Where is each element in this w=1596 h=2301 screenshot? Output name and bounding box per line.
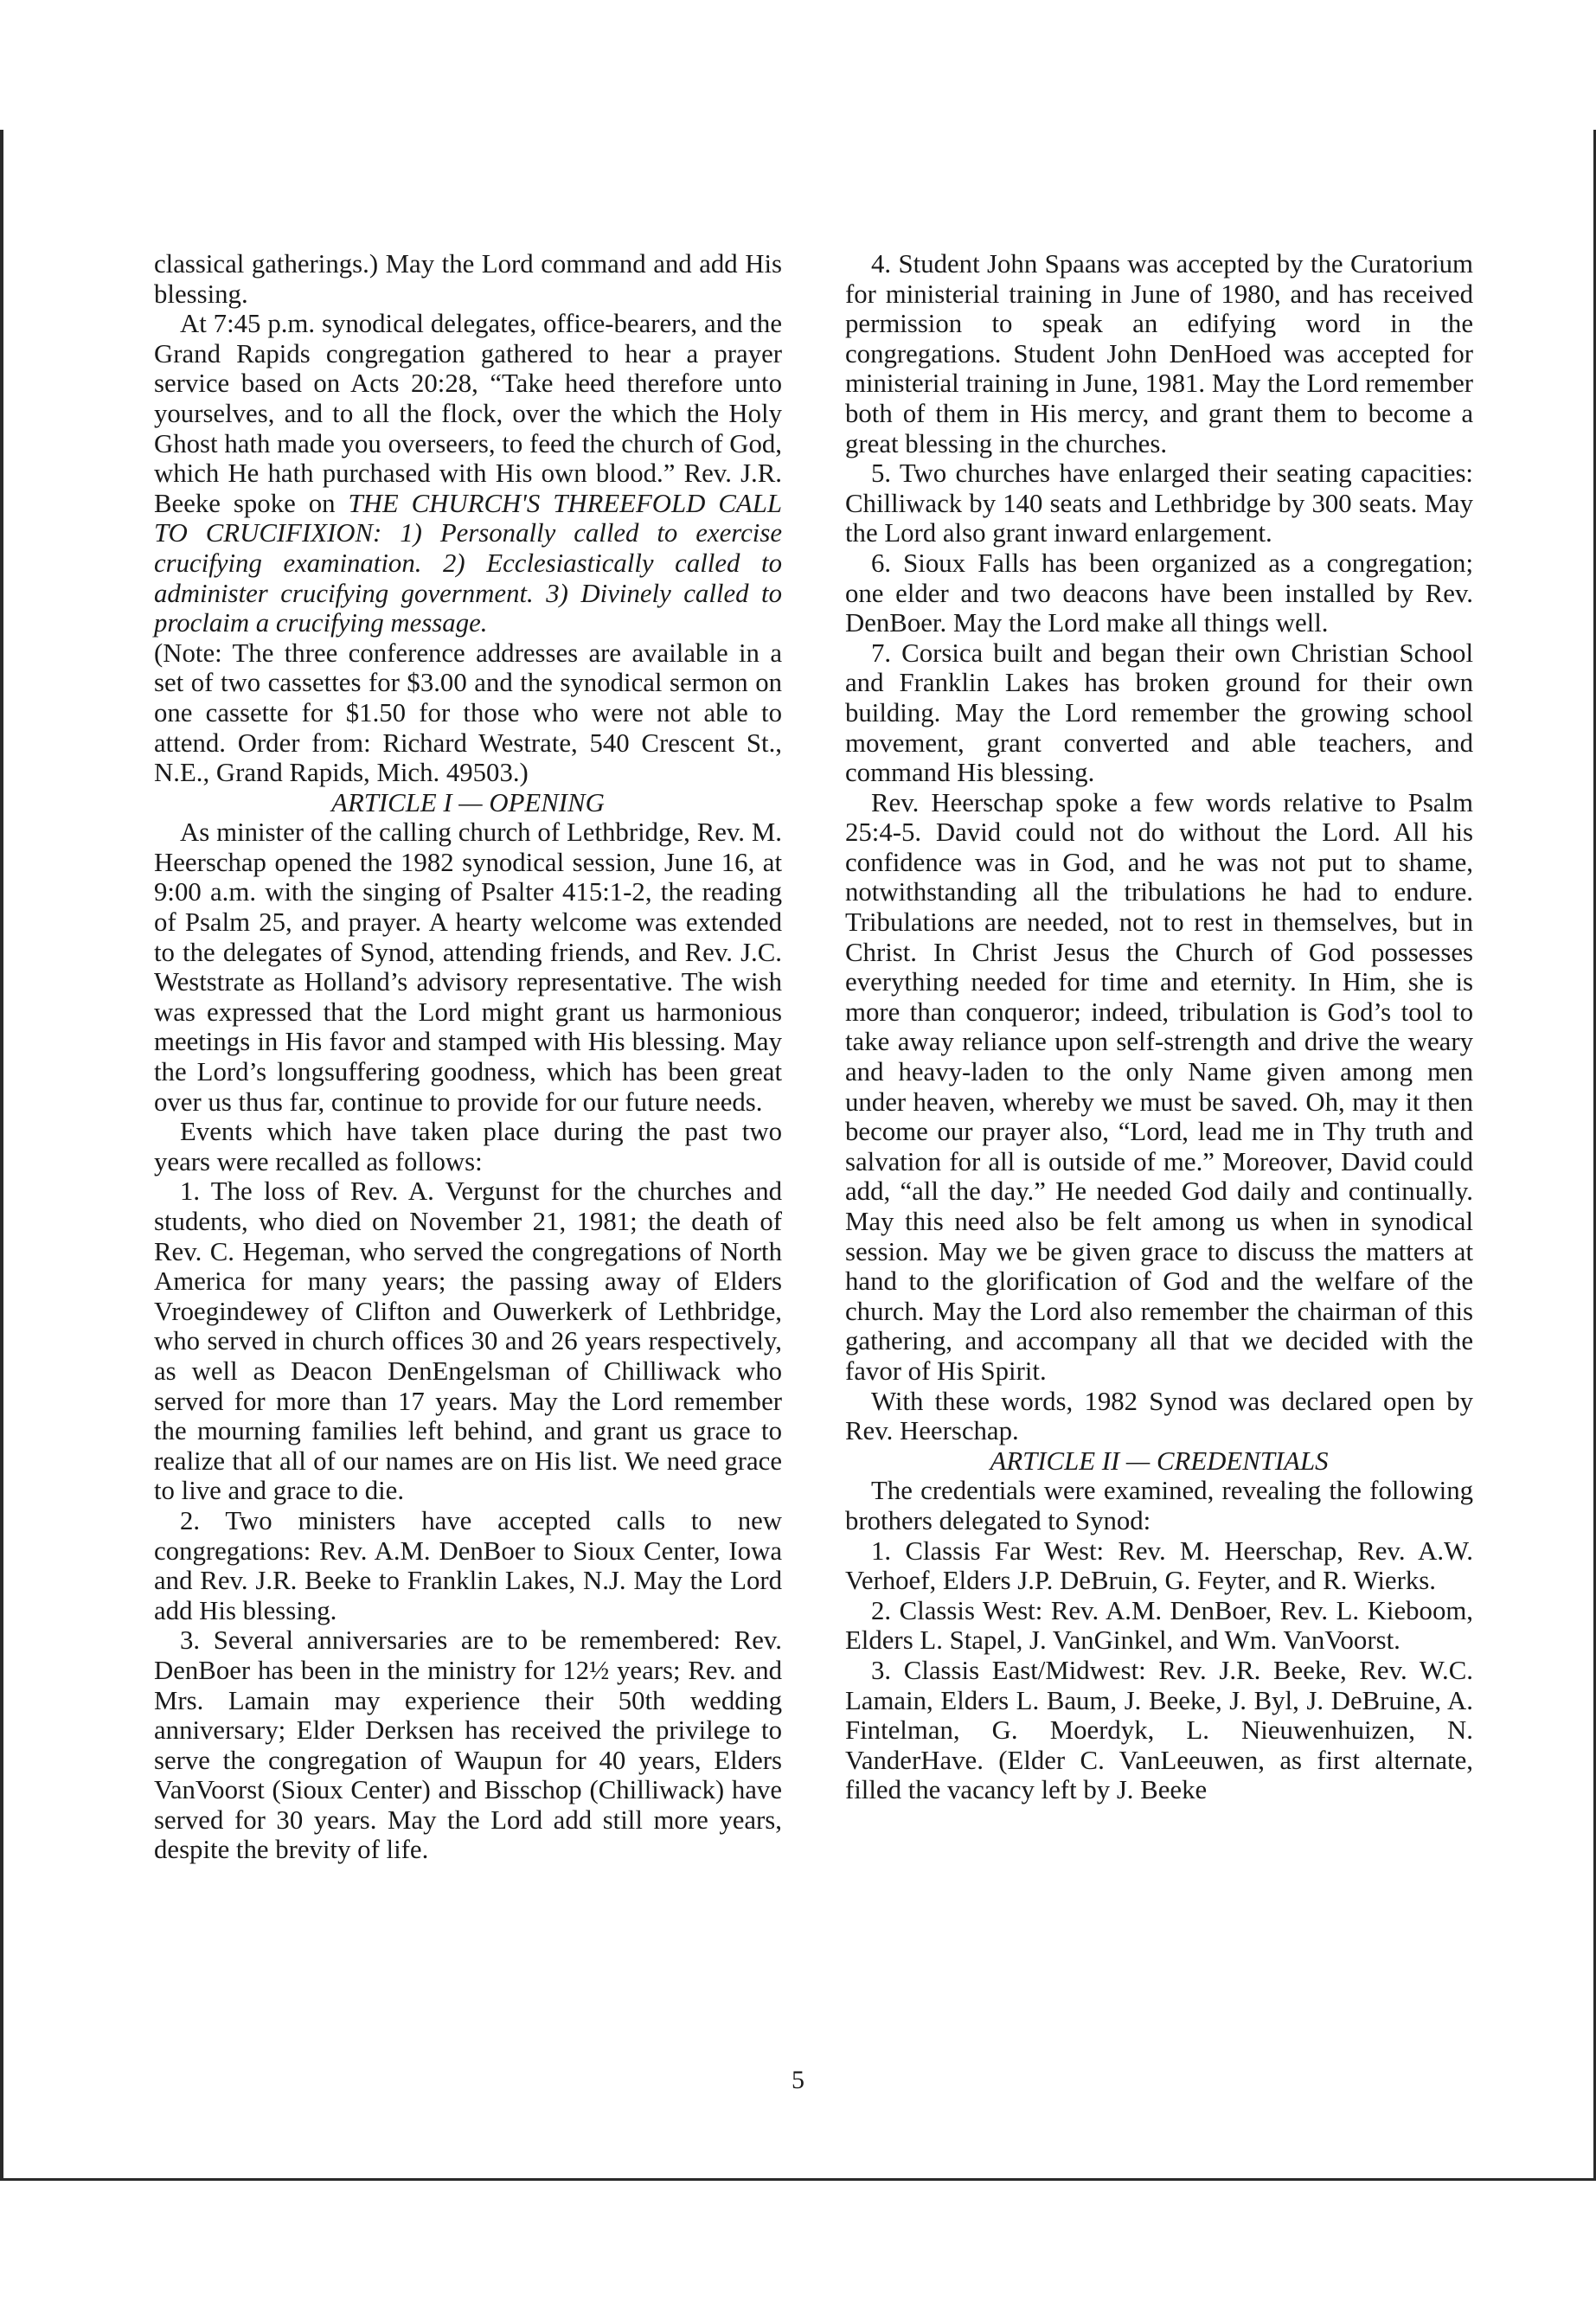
paragraph: 3. Several anniversaries are to be remembered: Rev. DenBoer has been in the ministry for 12½ years; Rev. and Mrs. Lamain may experience their 50th wedding anniversary; Elder Derksen has received the privilege to serve the congregation of Waupun for 40 years, Elders VanVoorst (Sioux Center) and Bisschop (Chilliwack) have served for 30 years. May the Lord add still more years, despite the brevity of life. xyxy=(154,1625,782,1865)
paragraph: (Note: The three conference addresses are available in a set of two cassettes for $3.00 and the synodical sermon on one cassette for $1.50 for those who were not able to attend. Order from: Richard Westrate, 540 Crescent St., N.E., Grand Rapids, Mich. 49503.) xyxy=(154,638,782,788)
left-column xyxy=(154,249,782,1865)
paragraph: 5. Two churches have enlarged their seating capacities: Chilliwack by 140 seats and Lethbridge by 300 seats. May the Lord also grant inward enlargement. xyxy=(845,458,1473,548)
scan-edge-left xyxy=(0,130,3,2180)
paragraph: 7. Corsica built and began their own Christian School and Franklin Lakes has broken ground for their own building. May the Lord remember the growing school movement, grant converted and able teachers, and command His blessing. xyxy=(845,638,1473,788)
scan-edge-bottom xyxy=(0,2178,1596,2181)
paragraph: With these words, 1982 Synod was declared open by Rev. Heerschap. xyxy=(845,1386,1473,1446)
paragraph: 4. Student John Spaans was accepted by the Curatorium for ministerial training in June of 1980, and has received permission to speak an edifying word in the congregations. Student John DenHoed was accepted for ministerial training in June, 1981. May the Lord remember both of them in His mercy, and grant them to become a great blessing in the churches. xyxy=(845,249,1473,458)
paragraph: 1. The loss of Rev. A. Vergunst for the churches and students, who died on November 21, 1981; the death of Rev. C. Hegeman, who served the congregations of North America for many years; the passing away of Elders Vroegindewey of Clifton and Ouwerkerk of Lethbridge, who served in church offices 30 and 26 years respectively, as well as Deacon DenEngelsman of Chilliwack who served for more than 17 years. May the Lord remember the mourning families left behind, and grant us grace to realize that all of our names are on His list. We need grace to live and grace to die. xyxy=(154,1176,782,1506)
paragraph: 2. Two ministers have accepted calls to new congregations: Rev. A.M. DenBoer to Sioux Center, Iowa and Rev. J.R. Beeke to Franklin Lakes, N.J. May the Lord add His blessing. xyxy=(154,1505,782,1625)
paragraph xyxy=(154,309,782,638)
paragraph: 3. Classis East/Midwest: Rev. J.R. Beeke, Rev. W.C. Lamain, Elders L. Baum, J. Beeke, J. Byl, J. DeBruine, A. Fintelman, G. Moerdyk, L. Nieuwenhuizen, N. VanderHave. (Elder C. VanLeeuwen, as first alternate, filled the vacancy left by J. Beeke xyxy=(845,1655,1473,1805)
right-column xyxy=(845,249,1473,1805)
sermon-title: THE CHURCH'S THREEFOLD CALL TO CRUCIFIXION: 1) Personally called to exercise crucifying examination. 2) Ecclesiastically called to administer crucifying government. 3) Divinely called to proclaim a crucifying message. xyxy=(154,488,782,638)
paragraph: Rev. Heerschap spoke a few words relative to Psalm 25:4-5. David could not do without the Lord. All his confidence was in God, and he was not put to shame, notwithstanding all the tribulations he had to endure. Tribulations are needed, not to rest in themselves, but in Christ. In Christ Jesus the Church of God possesses everything needed for time and eternity. In Him, she is more than conqueror; indeed, tribulation is God’s tool to take away reliance upon self-strength and drive the weary and heavy-laden to the only Name given among men under heaven, whereby we must be saved. Oh, may it then become our prayer also, “Lord, lead me in Thy truth and salvation for all is outside of me.” Moreover, David could add, “all the day.” He needed God daily and continually. May this need also be felt among us when in synodical session. May we be given grace to discuss the matters at hand to the glorification of God and the welfare of the church. May the Lord also remember the chairman of this gathering, and accompany all that we decided with the favor of His Spirit. xyxy=(845,787,1473,1386)
paragraph: Events which have taken place during the past two years were recalled as follows: xyxy=(154,1117,782,1176)
paragraph: 1. Classis Far West: Rev. M. Heerschap, Rev. A.W. Verhoef, Elders J.P. DeBruin, G. Feyter, and R. Wierks. xyxy=(845,1535,1473,1596)
paragraph-text: At 7:45 p.m. synodical delegates, office-bearers, and the Grand Rapids congregation gathered to hear a prayer service based on Acts 20:28, “Take heed therefore unto yourselves, and to all the flock, over the which the Holy Ghost hath made you overseers, to feed the church of God, which He hath purchased with His own blood.” Rev. J.R. Beeke spoke on xyxy=(154,309,782,518)
article-heading: ARTICLE II — CREDENTIALS xyxy=(990,1445,1329,1476)
paragraph: 6. Sioux Falls has been organized as a congregation; one elder and two deacons have been installed by Rev. DenBoer. May the Lord make all things well. xyxy=(845,548,1473,638)
paragraph: The credentials were examined, revealing the following brothers delegated to Synod: xyxy=(845,1476,1473,1535)
paragraph: 2. Classis West: Rev. A.M. DenBoer, Rev. L. Kieboom, Elders L. Stapel, J. VanGinkel, and Wm. VanVoorst. xyxy=(845,1595,1473,1656)
paragraph: classical gatherings.) May the Lord command and add His blessing. xyxy=(154,249,782,309)
paragraph: As minister of the calling church of Lethbridge, Rev. M. Heerschap opened the 1982 synodical session, June 16, at 9:00 a.m. with the singing of Psalter 415:1-2, the reading of Psalm 25, and prayer. A hearty welcome was extended to the delegates of Synod, attending friends, and Rev. J.C. Weststrate as Holland’s advisory representative. The wish was expressed that the Lord might grant us harmonious meetings in His favor and stamped with His blessing. May the Lord’s longsuffering goodness, which has been great over us thus far, continue to provide for our future needs. xyxy=(154,817,782,1117)
article-heading: ARTICLE I — OPENING xyxy=(331,787,605,817)
page-number: 5 xyxy=(792,2066,804,2094)
